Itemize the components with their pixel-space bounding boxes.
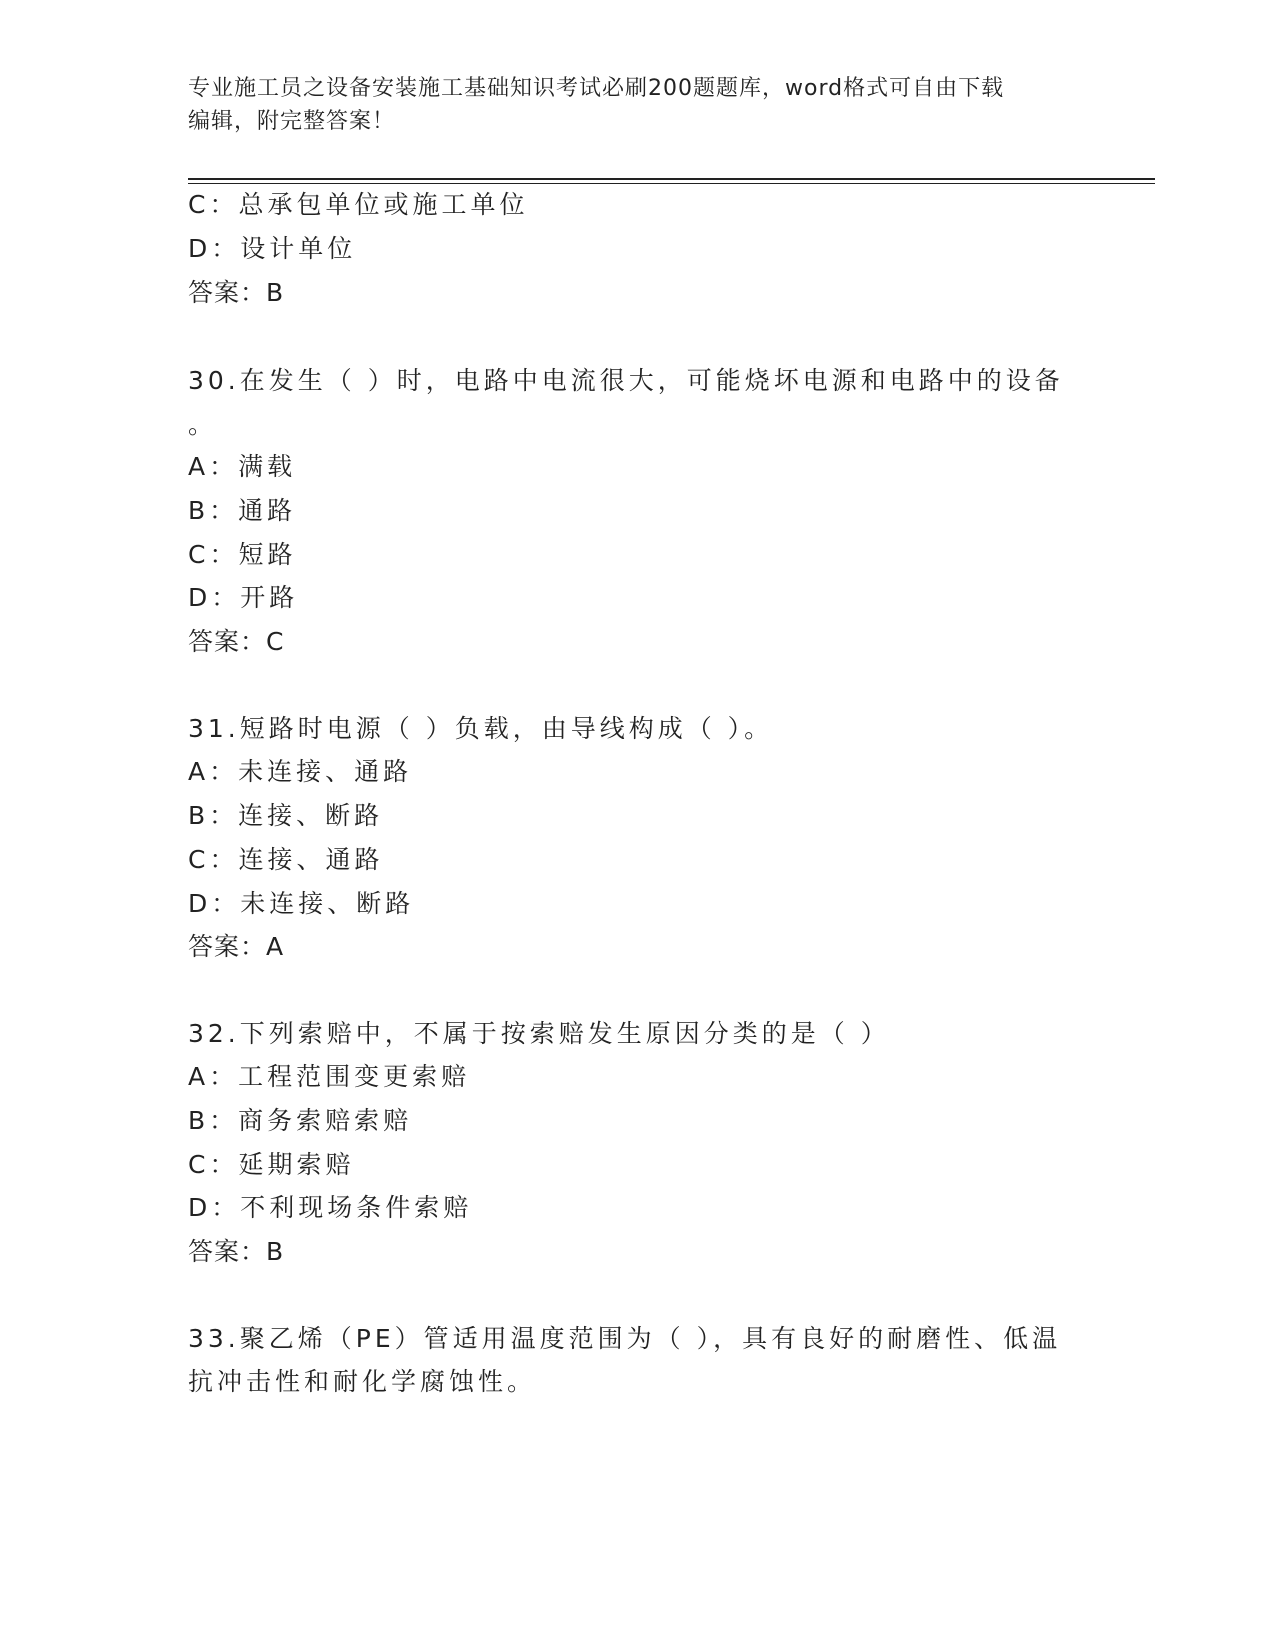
question-33-continuation: 抗冲击性和耐化学腐蚀性。 [188, 1367, 537, 1396]
option-b: B：连接、断路 [188, 801, 384, 830]
option-d: D：开路 [188, 583, 299, 612]
option-c: C：连接、通路 [188, 845, 384, 874]
option-c: C：短路 [188, 540, 297, 569]
option-d: D：不利现场条件索赔 [188, 1193, 473, 1222]
answer: 答案：C [188, 627, 285, 656]
option-b: B：通路 [188, 496, 297, 525]
question-30-continuation: 。 [188, 410, 218, 439]
document-header [188, 72, 1088, 138]
header-title-line2: 编辑，附完整答案！ [188, 109, 396, 134]
option-a: A：工程范围变更索赔 [188, 1062, 471, 1091]
option-c: C：延期索赔 [188, 1150, 355, 1179]
option-d: D：未连接、断路 [188, 889, 415, 918]
question-32: 32.下列索赔中，不属于按索赔发生原因分类的是（ ） [188, 1019, 890, 1048]
header-divider-thick [188, 178, 1155, 180]
question-31: 31.短路时电源（ ）负载，由导线构成（ ）。 [188, 714, 774, 743]
option-a: A：未连接、通路 [188, 757, 413, 786]
header-title-line1: 专业施工员之设备安装施工基础知识考试必刷200题题库，word格式可自由下载 [188, 76, 1005, 101]
question-33: 33.聚乙烯（PE）管适用温度范围为（ ），具有良好的耐磨性、低温 [188, 1324, 1062, 1353]
option-a: A：满载 [188, 452, 297, 481]
header-divider-thin [188, 183, 1155, 184]
option-c: C：总承包单位或施工单位 [188, 190, 529, 219]
answer: 答案：B [188, 1237, 285, 1266]
answer: 答案：A [188, 932, 285, 961]
option-b: B：商务索赔索赔 [188, 1106, 413, 1135]
question-30: 30.在发生（ ）时，电路中电流很大，可能烧坏电源和电路中的设备 [188, 366, 1064, 395]
option-d: D：设计单位 [188, 234, 357, 263]
answer: 答案：B [188, 278, 285, 307]
